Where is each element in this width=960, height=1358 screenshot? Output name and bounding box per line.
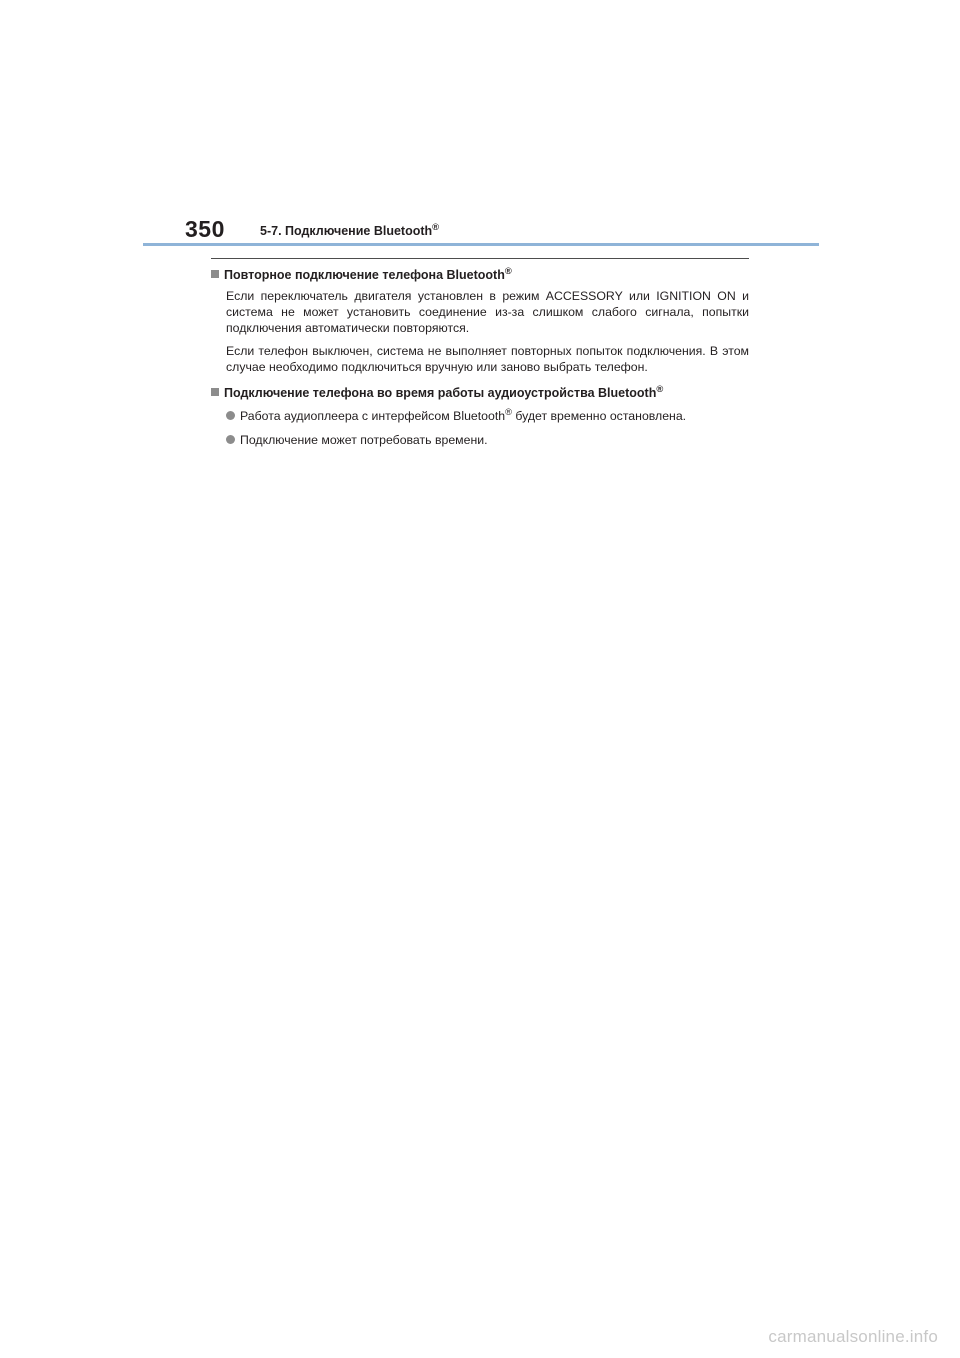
- section-heading: [211, 385, 749, 402]
- circle-bullet-icon: [226, 435, 235, 444]
- list-item-text-part: будет временно остановлена.: [511, 409, 687, 423]
- list-item: [226, 408, 749, 424]
- list-item-text-part: Работа аудиоплеера с интерфейсом Bluetooth: [240, 409, 506, 423]
- section-divider: [211, 258, 749, 259]
- chapter-title: [260, 221, 440, 238]
- section-reconnect: [211, 267, 749, 375]
- page-number: 350: [185, 216, 225, 242]
- registered-mark: ®: [432, 221, 440, 232]
- list-item: [226, 432, 749, 448]
- watermark-brand: carmanualsonline.info: [768, 1327, 938, 1346]
- header-divider: [143, 243, 819, 246]
- section-heading: [211, 267, 749, 284]
- square-bullet-icon: [211, 270, 219, 278]
- section-heading-text: Повторное подключение телефона Bluetooth: [224, 268, 505, 282]
- registered-mark: ®: [656, 383, 664, 394]
- paragraph: Если телефон выключен, система не выполняет повторных попыток подключения. В этом случае необходимо подключиться вручную или заново выбрать телефон.: [226, 344, 749, 374]
- circle-bullet-icon: [226, 411, 235, 420]
- chapter-title-text: 5-7. Подключение Bluetooth: [260, 224, 433, 238]
- page-content: [211, 258, 749, 458]
- registered-mark: ®: [505, 406, 512, 417]
- section-heading-text: Подключение телефона во время работы аудиоустройства Bluetooth: [224, 386, 657, 400]
- section-audio-playback: [211, 385, 749, 448]
- paragraph: Если переключатель двигателя установлен в режим ACCESSORY или IGNITION ON и система не может установить соединение из-за слишком слабого сигнала, попытки подключения автоматически повторяются.: [226, 289, 749, 335]
- list-item-text: [240, 408, 686, 424]
- list-item-text: [240, 432, 488, 448]
- page-header: [143, 212, 819, 248]
- square-bullet-icon: [211, 388, 219, 396]
- registered-mark: ®: [504, 265, 512, 276]
- list-item-text-part: Подключение может потребовать времени.: [240, 433, 488, 447]
